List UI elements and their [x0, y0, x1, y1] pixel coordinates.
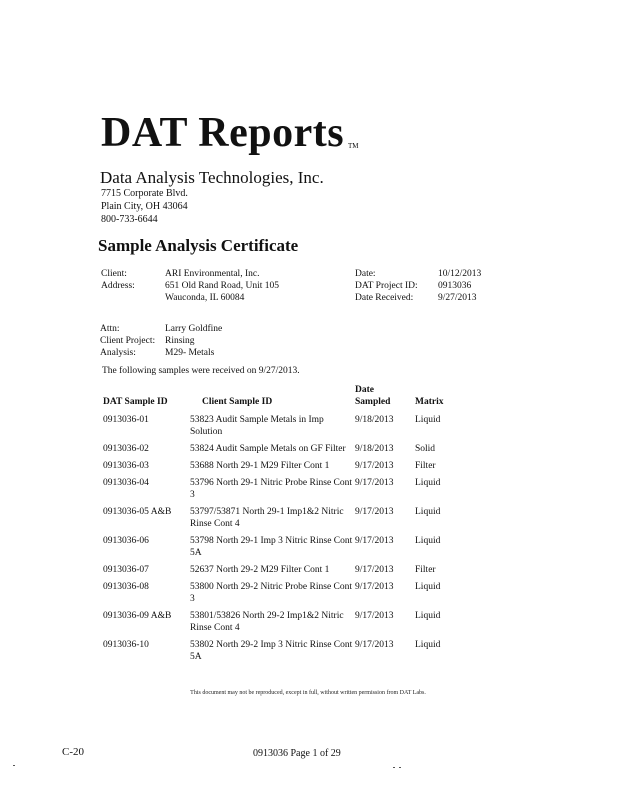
company-name: Data Analysis Technologies, Inc.: [100, 168, 324, 187]
project-id-value: 0913036: [438, 281, 472, 291]
cell-date-sampled: 9/17/2013: [355, 461, 394, 471]
address-line-1: 651 Old Rand Road, Unit 105: [165, 281, 279, 291]
cell-matrix: Liquid: [415, 478, 441, 488]
attn-value: Larry Goldfine: [165, 324, 223, 334]
company-street: 7715 Corporate Blvd.: [101, 188, 188, 199]
project-id-label: DAT Project ID:: [355, 281, 418, 291]
header-client-sample-id: [190, 384, 355, 414]
address-line-2: Wauconda, IL 60084: [165, 293, 245, 303]
scan-speck: [13, 765, 15, 766]
company-city: Plain City, OH 43064: [101, 201, 188, 212]
cell-matrix: Liquid: [415, 415, 441, 425]
table-row: [103, 414, 465, 443]
header-date-line2: Sampled: [355, 397, 391, 407]
cell-date-sampled: 9/17/2013: [355, 565, 394, 575]
cell-dat-id: 0913036-02: [103, 444, 149, 454]
table-row: [103, 477, 465, 506]
cell-date-sampled: 9/17/2013: [355, 582, 394, 592]
cell-client-id: 53800 North 29-2 Nitric Probe Rinse Cont 3: [190, 582, 353, 604]
sample-rows: [103, 414, 465, 668]
header-date-sampled: [355, 384, 415, 414]
date-received-value: 9/27/2013: [438, 293, 477, 303]
scan-speck: [399, 767, 401, 768]
cell-client-id: 53823 Audit Sample Metals in Imp Solution: [190, 415, 324, 437]
client-label: Client:: [101, 269, 127, 279]
page-number: 0913036 Page 1 of 29: [253, 748, 341, 759]
table-row: [103, 443, 465, 460]
company-phone: 800-733-6644: [101, 214, 158, 225]
cell-dat-id: 0913036-08: [103, 582, 149, 592]
cell-dat-id: 0913036-05 A&B: [103, 507, 172, 517]
cell-dat-id: 0913036-07: [103, 565, 149, 575]
cell-dat-id: 0913036-04: [103, 478, 149, 488]
cell-matrix: Liquid: [415, 536, 441, 546]
date-label: Date:: [355, 269, 376, 279]
table-header-row: [103, 384, 465, 414]
table-row: [103, 581, 465, 610]
cell-dat-id: 0913036-03: [103, 461, 149, 471]
address-label: Address:: [101, 281, 135, 291]
table-row: [103, 639, 465, 668]
header-date-line1: Date: [355, 385, 374, 395]
cell-matrix: Solid: [415, 444, 436, 454]
cell-dat-id: 0913036-09 A&B: [103, 611, 172, 621]
cell-client-id: 53824 Audit Sample Metals on GF Filter: [190, 444, 346, 454]
trademark-mark: TM: [348, 142, 359, 150]
analysis-label: Analysis:: [100, 348, 136, 358]
attn-label: Attn:: [100, 324, 120, 334]
cell-date-sampled: 9/17/2013: [355, 611, 394, 621]
cell-matrix: Liquid: [415, 611, 441, 621]
cell-client-id: 52637 North 29-2 M29 Filter Cont 1: [190, 565, 330, 575]
table-row: [103, 460, 465, 477]
received-note: The following samples were received on 9/27/2013.: [102, 366, 300, 376]
date-value: 10/12/2013: [438, 269, 482, 279]
table-row: [103, 564, 465, 581]
header-dat-sample-id: DAT Sample ID: [103, 397, 168, 407]
cell-dat-id: 0913036-10: [103, 640, 149, 650]
cell-client-id: 53802 North 29-2 Imp 3 Nitric Rinse Cont 5A: [190, 640, 353, 662]
client-project-label: Client Project:: [100, 336, 156, 346]
cell-date-sampled: 9/17/2013: [355, 640, 394, 650]
cell-matrix: Filter: [415, 565, 436, 575]
cell-client-id: 53688 North 29-1 M29 Filter Cont 1: [190, 461, 330, 471]
cell-matrix: Filter: [415, 461, 436, 471]
table-row: [103, 610, 465, 639]
client-project-value: Rinsing: [165, 336, 195, 346]
date-received-label: Date Received:: [355, 293, 414, 303]
header-matrix: Matrix: [415, 397, 444, 407]
cell-client-id: 53797/53871 North 29-1 Imp1&2 Nitric Rinse Cont 4: [190, 507, 344, 529]
cell-date-sampled: 9/18/2013: [355, 444, 394, 454]
page-code: C-20: [62, 746, 84, 758]
client-value: ARI Environmental, Inc.: [165, 269, 260, 279]
reproduction-notice: This document may not be reproduced, except in full, without written permission from DAT Labs.: [190, 690, 426, 696]
cell-date-sampled: 9/17/2013: [355, 536, 394, 546]
cell-client-id: 53798 North 29-1 Imp 3 Nitric Rinse Cont 5A: [190, 536, 353, 558]
cell-date-sampled: 9/17/2013: [355, 507, 394, 517]
samples-table: [103, 384, 465, 668]
cell-dat-id: 0913036-01: [103, 415, 149, 425]
certificate-title: Sample Analysis Certificate: [98, 236, 299, 255]
cell-date-sampled: 9/17/2013: [355, 478, 394, 488]
cell-matrix: Liquid: [415, 582, 441, 592]
cell-matrix: Liquid: [415, 507, 441, 517]
scan-speck: [393, 767, 395, 768]
cell-client-id: 53801/53826 North 29-2 Imp1&2 Nitric Rinse Cont 4: [190, 611, 344, 633]
header-client-sample-id-text: Client Sample ID: [202, 397, 273, 407]
cell-dat-id: 0913036-06: [103, 536, 149, 546]
table-row: [103, 506, 465, 535]
table-row: [103, 535, 465, 564]
analysis-value: M29- Metals: [165, 348, 215, 358]
company-logo: DAT Reports: [101, 110, 345, 156]
cell-matrix: Liquid: [415, 640, 441, 650]
cell-client-id: 53796 North 29-1 Nitric Probe Rinse Cont 3: [190, 478, 353, 500]
cell-date-sampled: 9/18/2013: [355, 415, 394, 425]
